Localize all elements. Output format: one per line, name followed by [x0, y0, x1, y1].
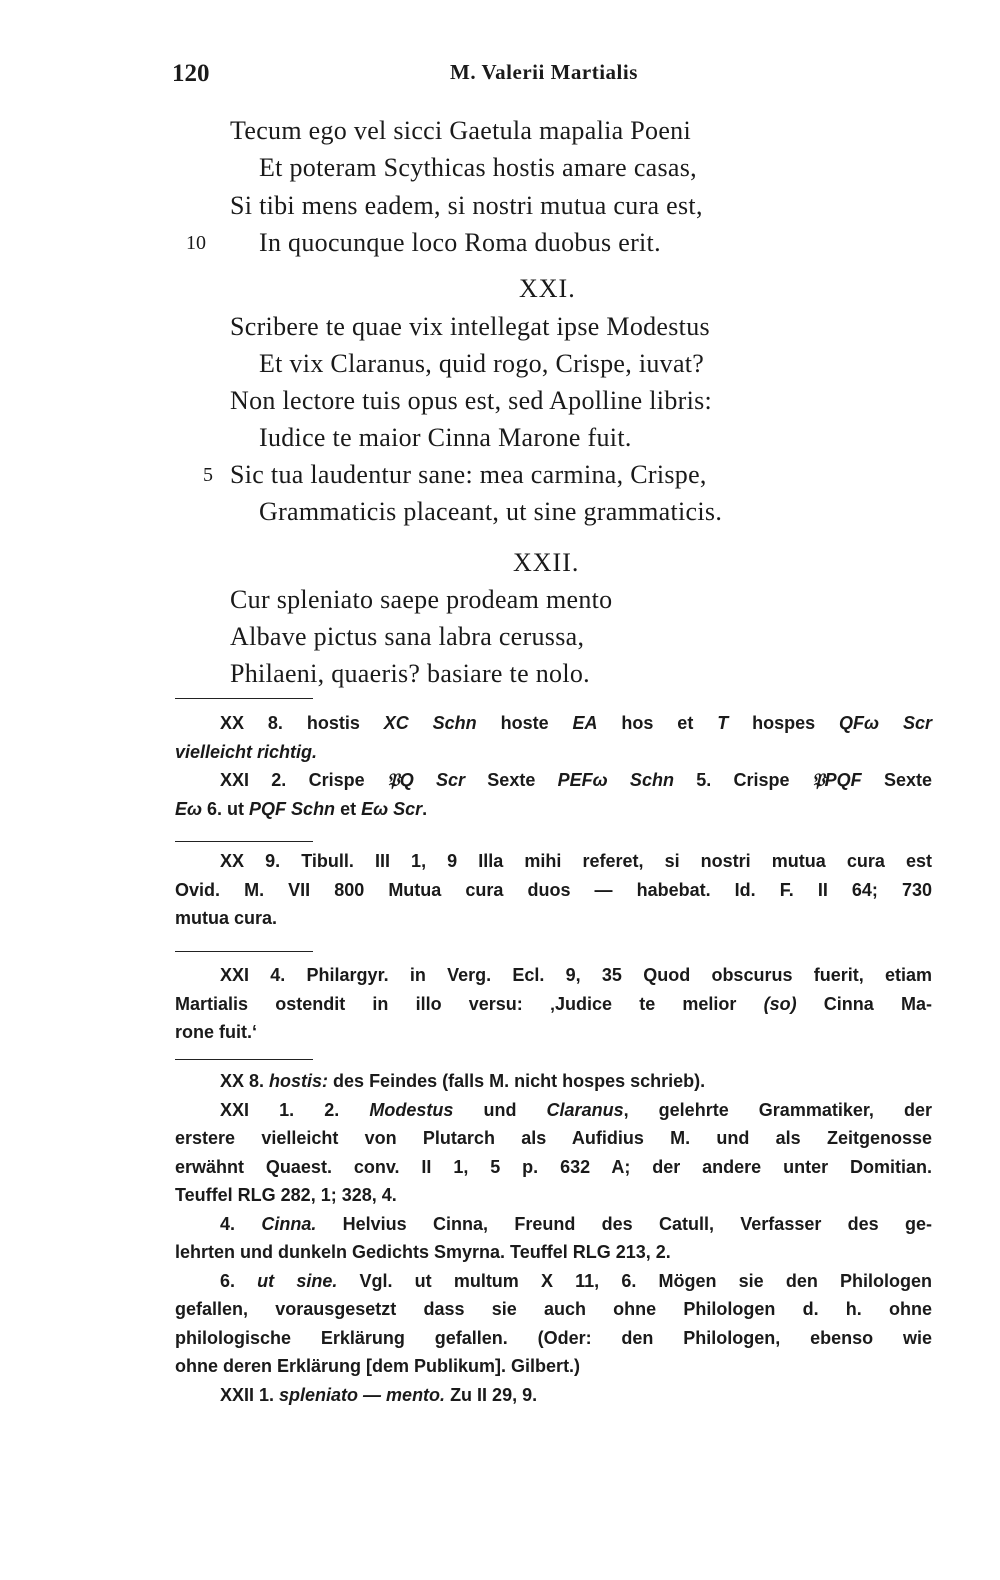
- verse-line: Grammaticis placeant, ut sine grammaticis.: [259, 497, 723, 526]
- commentary-line: erwähnt Quaest. conv. II 1, 5 p. 632 A; der andere unter Domitian.: [175, 1156, 932, 1177]
- verse-line: In quocunque loco Roma duobus erit.: [259, 228, 661, 257]
- page-number: 120: [172, 60, 210, 87]
- poem-heading-xxi: XXI.: [519, 274, 576, 303]
- critical-apparatus: [175, 709, 932, 823]
- apparatus-line: XXI 2. Crispe 𝔓Q Scr Sexte PEFω Schn 5. Crispe 𝔓PQF Sexte: [220, 770, 932, 790]
- verse-line: Cur spleniato saepe prodeam mento: [230, 585, 613, 614]
- apparatus-line: Eω 6. ut PQF Schn et Eω Scr.: [175, 798, 428, 819]
- commentary-line: philologische Erklärung gefallen. (Oder: den Philologen, ebenso wie: [175, 1327, 932, 1348]
- verse-line: Tecum ego vel sicci Gaetula mapalia Poeni: [230, 116, 691, 145]
- separator-rule: [175, 1059, 313, 1060]
- running-title: M. Valerii Martialis: [450, 60, 638, 84]
- testimonia-block: [175, 961, 932, 1047]
- commentary-line: 6. ut sine. Vgl. ut multum X 11, 6. Mögen sie den Philologen: [220, 1270, 932, 1291]
- verse-line: Sic tua laudentur sane: mea carmina, Crispe,: [230, 460, 707, 489]
- commentary-line: lehrten und dunkeln Gedichts Smyrna. Teuffel RLG 213, 2.: [175, 1242, 671, 1262]
- commentary-line: erstere vielleicht von Plutarch als Aufidius M. und als Zeitgenosse: [175, 1128, 932, 1148]
- commentary-line: 4. Cinna. Helvius Cinna, Freund des Catull, Verfasser des ge-: [220, 1213, 932, 1234]
- commentary-line: XX 8. hostis: des Feindes (falls M. nicht hospes schrieb).: [220, 1071, 706, 1091]
- apparatus-line: XX 8. hostis XC Schn hoste EA hos et T hospes QFω Scr: [220, 713, 932, 733]
- testimonia-line: rone fuit.‘: [175, 1022, 257, 1042]
- separator-rule: [175, 841, 313, 842]
- testimonia-line: XXI 4. Philargyr. in Verg. Ecl. 9, 35 Quod obscurus fuerit, etiam: [220, 965, 932, 985]
- commentary-line: gefallen, vorausgesetzt dass sie auch ohne Philologen d. h. ohne: [175, 1299, 932, 1319]
- commentary-line: XXII 1. spleniato — mento. Zu II 29, 9.: [220, 1384, 538, 1405]
- verse-line: Et vix Claranus, quid rogo, Crispe, iuvat?: [259, 349, 705, 378]
- apparatus-line: vielleicht richtig.: [175, 741, 318, 762]
- commentary-line: XXI 1. 2. Modestus und Claranus, gelehrte Grammatiker, der: [220, 1099, 932, 1120]
- verse-line: Non lectore tuis opus est, sed Apolline libris:: [230, 386, 713, 415]
- verse-line: Albave pictus sana labra cerussa,: [230, 622, 585, 651]
- poem-heading-xxii: XXII.: [513, 548, 580, 577]
- verse-line: Et poteram Scythicas hostis amare casas,: [259, 153, 697, 182]
- verse-line: Scribere te quae vix intellegat ipse Modestus: [230, 312, 710, 341]
- line-number: 5: [203, 464, 213, 486]
- commentary-line: ohne deren Erklärung [dem Publikum]. Gilbert.): [175, 1356, 581, 1376]
- line-number: 10: [186, 232, 206, 254]
- commentary-block: [175, 1067, 932, 1409]
- verse-line: Philaeni, quaeris? basiare te nolo.: [230, 659, 590, 688]
- testimonia-line: mutua cura.: [175, 908, 278, 928]
- verse-line: Si tibi mens eadem, si nostri mutua cura est,: [230, 191, 703, 220]
- separator-rule: [175, 951, 313, 952]
- commentary-line: Teuffel RLG 282, 1; 328, 4.: [175, 1185, 397, 1205]
- separator-rule: [175, 698, 313, 699]
- testimonia-line: Ovid. M. VII 800 Mutua cura duos — habebat. Id. F. II 64; 730: [175, 879, 932, 900]
- testimonia-line: XX 9. Tibull. III 1, 9 Illa mihi referet, si nostri mutua cura est: [220, 851, 932, 871]
- testimonia-line: Martialis ostendit in illo versu: ‚Judice te melior (so) Cinna Ma-: [175, 993, 932, 1014]
- verse-line: Iudice te maior Cinna Marone fuit.: [259, 423, 632, 452]
- testimonia-block: [175, 847, 932, 933]
